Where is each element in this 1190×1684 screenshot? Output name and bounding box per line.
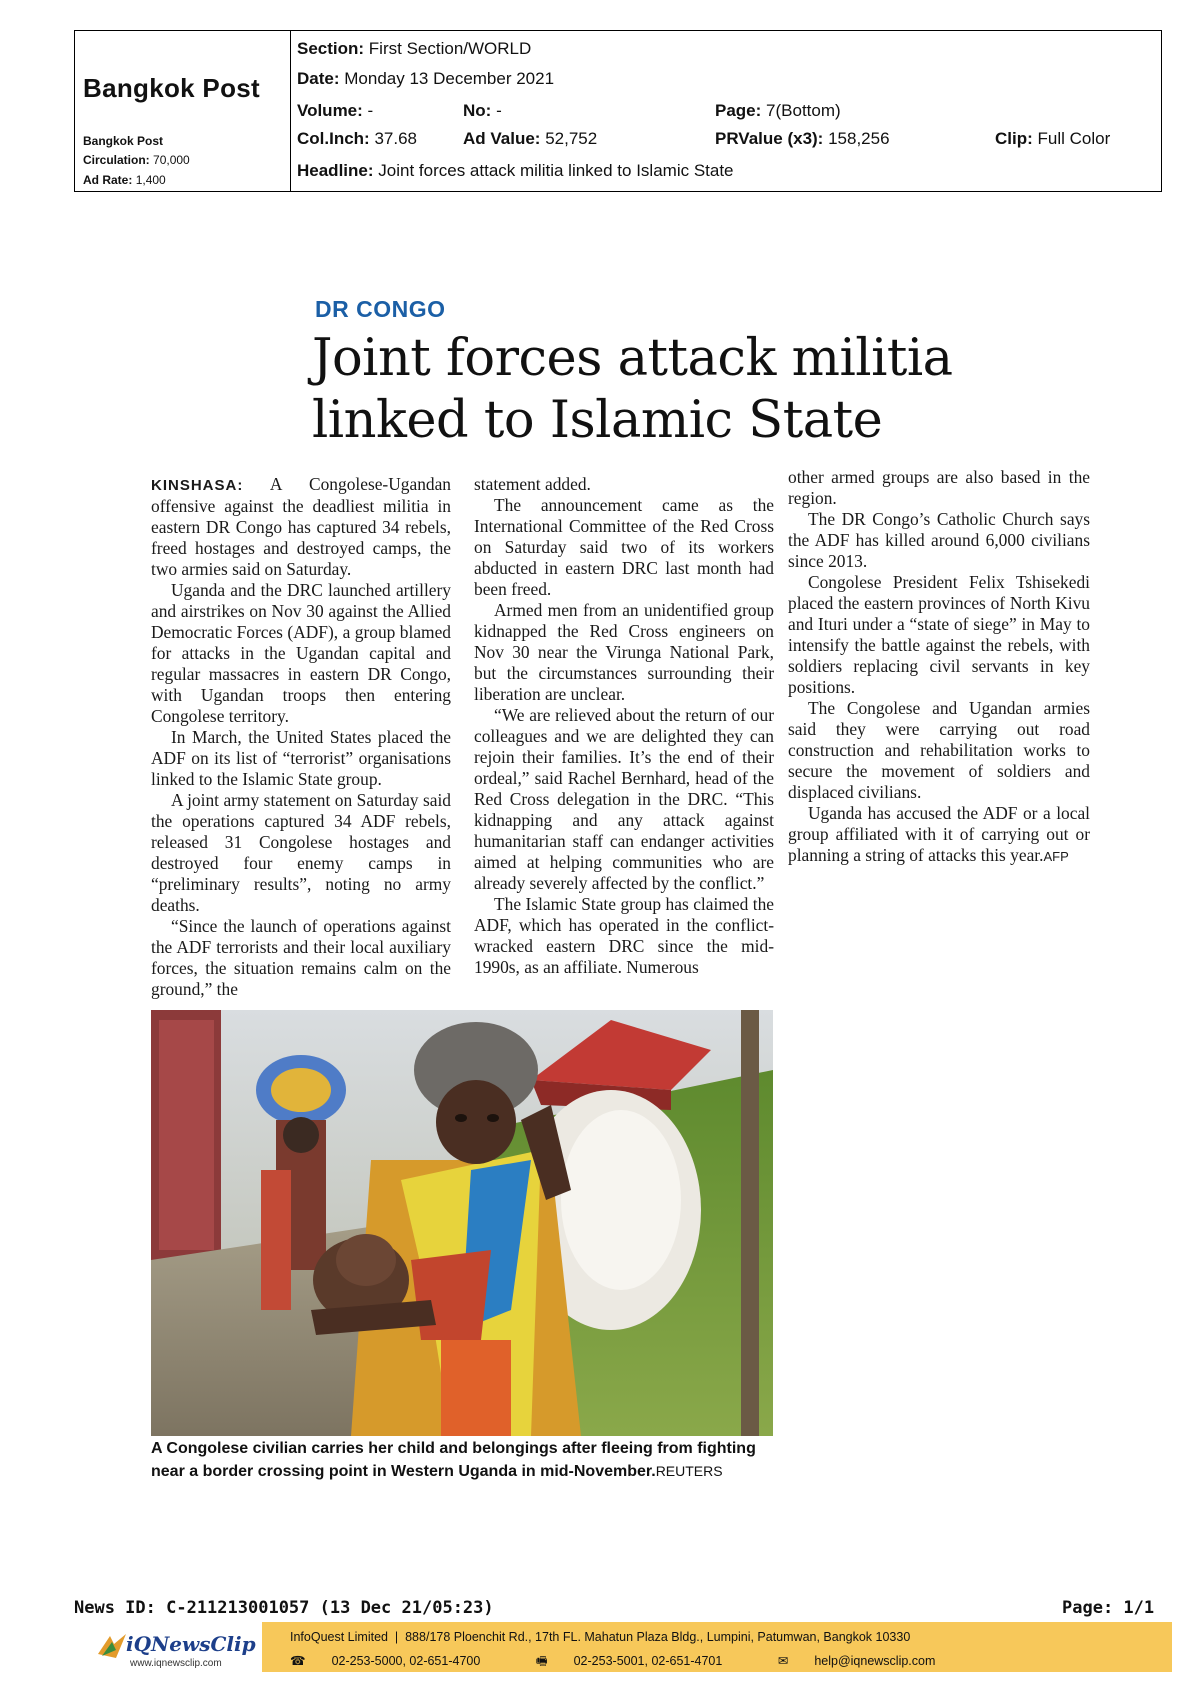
paragraph: Uganda has accused the ADF or a local group affiliated with it of carrying out or planning a string of attacks this year.AFP bbox=[788, 803, 1090, 865]
email-contact[interactable]: ✉ help@iqnewsclip.com bbox=[777, 1654, 936, 1668]
clip-header bbox=[74, 30, 1162, 192]
photo-illustration bbox=[151, 1010, 773, 1436]
footer-contact-bar bbox=[262, 1622, 1172, 1672]
mail-icon: ✉ bbox=[777, 1654, 789, 1668]
iqnewsclip-logo bbox=[96, 1630, 256, 1676]
paragraph: “We are relieved about the return of our colleagues and we are delighted they can rejoin their families. It’s the end of their ordeal,” said Rachel Bernhard, head of the Red Cross delegation in the DRC. “This kidnapping and any attack against humanitarian staff can endanger activities aimed at helping communities who are already severely affected by the conflict.” bbox=[474, 705, 774, 893]
ad-rate: Ad Rate: 1,400 bbox=[83, 173, 166, 187]
advalue-field: Ad Value: 52,752 bbox=[463, 129, 598, 148]
article-kicker: DR CONGO bbox=[315, 296, 446, 322]
publication-name: Bangkok Post bbox=[83, 134, 164, 148]
headline-line-1: Joint forces attack militia bbox=[312, 329, 953, 388]
paragraph: The DR Congo’s Catholic Church says the ADF has killed around 6,000 civilians since 2013. bbox=[788, 509, 1090, 571]
prvalue-field: PRValue (x3): 158,256 bbox=[715, 129, 890, 148]
dateline: KINSHASA: bbox=[151, 477, 244, 494]
paragraph: Congolese President Felix Tshisekedi placed the eastern provinces of North Kivu and Ituri under a “state of siege” in May to intensify the battle against the rebels, with soldiers replacing civil servants in key positions. bbox=[788, 572, 1090, 697]
headline-line-2: linked to Islamic State bbox=[312, 391, 883, 450]
logo-text: iQNewsClip bbox=[126, 1632, 256, 1656]
article-column-1 bbox=[151, 474, 451, 1000]
circulation: Circulation: 70,000 bbox=[83, 153, 190, 167]
paragraph: The Congolese and Ugandan armies said they were carrying out road construction and rehabilitation works to secure the movement of soldiers and displaced civilians. bbox=[788, 698, 1090, 802]
colinch-field: Col.Inch: 37.68 bbox=[297, 129, 417, 148]
photo-credit: REUTERS bbox=[655, 1463, 723, 1479]
phone-contact: ☎ 02-253-5000, 02-651-4700 bbox=[290, 1654, 481, 1668]
paragraph: The Islamic State group has claimed the ADF, which has operated in the conflict-wracked eastern DRC since the mid-1990s, as an affiliate. Numerous bbox=[474, 894, 774, 977]
page-number: Page: 1/1 bbox=[1062, 1598, 1155, 1618]
phone-icon: ☎ bbox=[290, 1654, 306, 1668]
publication-panel bbox=[75, 31, 291, 191]
paragraph: The announcement came as the International Committee of the Red Cross on Saturday said two of its workers abducted in eastern DRC last month had been freed. bbox=[474, 495, 774, 599]
company-address: InfoQuest Limited | 888/178 Ploenchit Rd., 17th FL. Mahatun Plaza Bldg., Lumpini, Patumwan, Bangkok 10330 bbox=[290, 1630, 911, 1644]
news-id: News ID: C-211213001057 (13 Dec 21/05:23) bbox=[74, 1598, 494, 1618]
fax-contact: 🖷 02-253-5001, 02-651-4701 bbox=[536, 1654, 749, 1668]
paragraph: “Since the launch of operations against the ADF terrorists and their local auxiliary forces, the situation remains calm on the ground,” the bbox=[151, 916, 451, 999]
paragraph: In March, the United States placed the ADF on its list of “terrorist” organisations linked to the Islamic State group. bbox=[151, 727, 451, 789]
logo-url: www.iqnewsclip.com bbox=[130, 1658, 222, 1669]
article-column-3 bbox=[788, 467, 1090, 867]
fax-icon: 🖷 bbox=[535, 1654, 548, 1668]
paragraph: Armed men from an unidentified group kidnapped the Red Cross engineers on Nov 30 near the Virunga National Park, but the circumstances surrounding their liberation are unclear. bbox=[474, 600, 774, 704]
logo-icon bbox=[96, 1632, 128, 1662]
paragraph: statement added. bbox=[474, 474, 591, 494]
article-column-2 bbox=[474, 474, 774, 978]
paragraph: other armed groups are also based in the region. bbox=[788, 467, 1090, 508]
clip-field: Clip: Full Color bbox=[995, 129, 1111, 148]
address: 888/178 Ploenchit Rd., 17th FL. Mahatun Plaza Bldg., Lumpini, Patumwan, Bangkok 10330 bbox=[405, 1630, 911, 1644]
paragraph: Uganda and the DRC launched artillery and airstrikes on Nov 30 against the Allied Democratic Forces (ADF), a group blamed for attacks in the Ugandan capital and regular massacres in eastern DR Congo, with Ugandan troops then entering Congolese territory. bbox=[151, 580, 451, 726]
photo-caption: A Congolese civilian carries her child and belongings after fleeing from fighting near a border crossing point in Western Uganda in mid-November.REUTERS bbox=[151, 1440, 756, 1480]
volume-field: Volume: - bbox=[297, 101, 374, 120]
article-headline bbox=[312, 328, 1012, 452]
paragraph: A joint army statement on Saturday said the operations captured 34 ADF rebels, released 31 Congolese hostages and destroyed four enemy camps in “preliminary results”, noting no army deaths. bbox=[151, 790, 451, 915]
article-credit: AFP bbox=[1043, 849, 1069, 864]
headline-field: Headline: Joint forces attack militia linked to Islamic State bbox=[297, 161, 734, 180]
date-field: Date: Monday 13 December 2021 bbox=[297, 69, 555, 88]
company-name: InfoQuest Limited bbox=[290, 1630, 388, 1644]
page-field: Page: 7(Bottom) bbox=[715, 101, 841, 120]
paragraph: KINSHASA: A Congolese-Ugandan offensive against the deadliest militia in eastern DR Congo has captured 34 rebels, freed hostages and destroyed camps, the two armies said on Saturday. bbox=[151, 474, 452, 579]
article-photo bbox=[151, 1010, 773, 1436]
section-field: Section: First Section/WORLD bbox=[297, 39, 532, 58]
number-field: No: - bbox=[463, 101, 502, 120]
publication-brand: Bangkok Post bbox=[83, 73, 260, 103]
contact-row bbox=[290, 1652, 987, 1673]
